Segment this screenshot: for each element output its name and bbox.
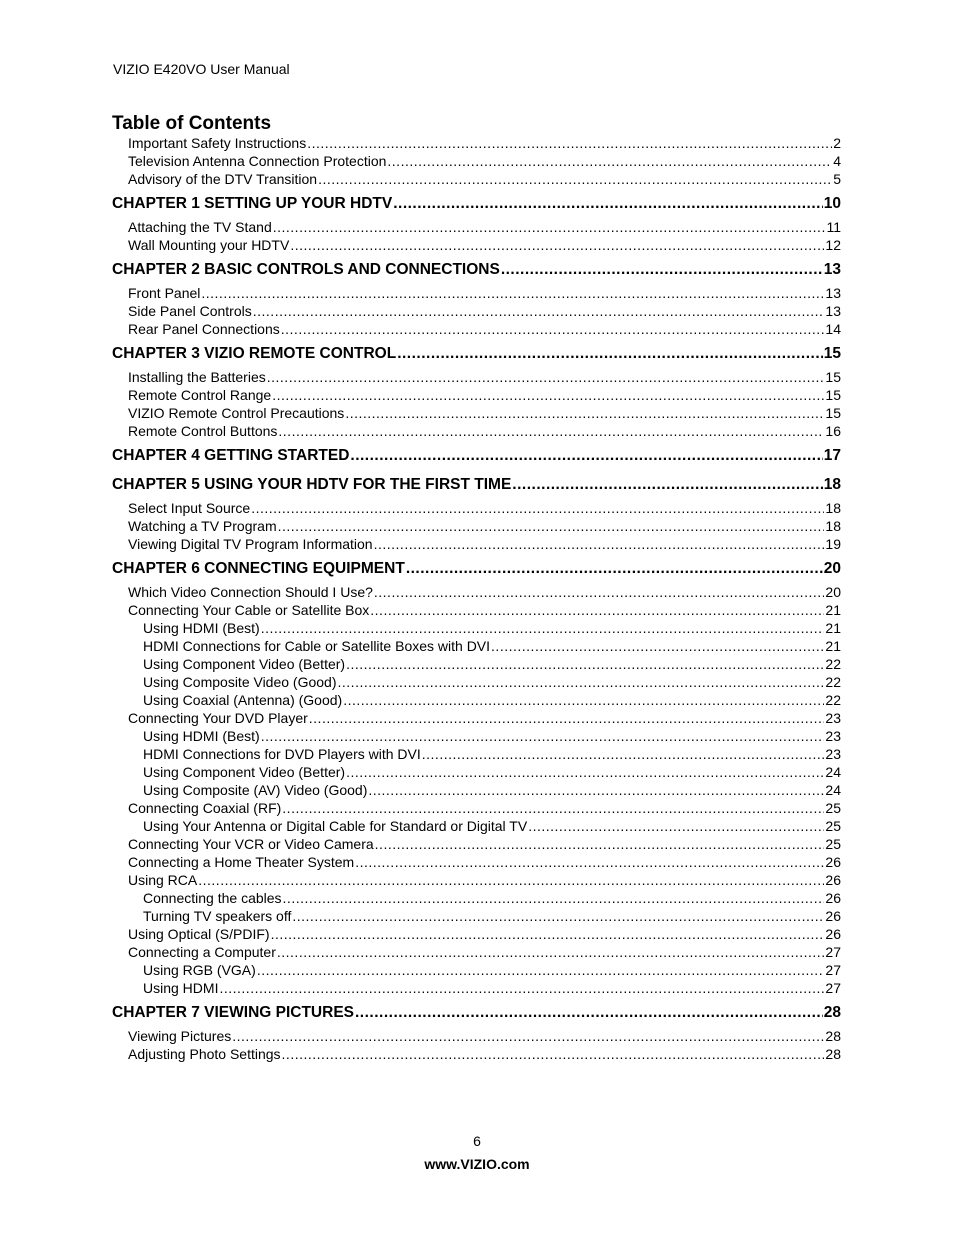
toc-entry-title: CHAPTER 6 CONNECTING EQUIPMENT bbox=[112, 560, 405, 577]
toc-entry-title: Using Coaxial (Antenna) (Good) bbox=[143, 692, 343, 708]
dot-leader bbox=[292, 907, 824, 925]
dot-leader bbox=[375, 835, 825, 853]
toc-entry-title: Connecting a Computer bbox=[128, 944, 276, 960]
toc-entry-page: 25 bbox=[825, 818, 841, 834]
toc-entry-title: Using Your Antenna or Digital Cable for Standard or Digital TV bbox=[143, 818, 528, 834]
dot-leader bbox=[350, 441, 822, 470]
dot-leader bbox=[501, 255, 823, 284]
toc-entry-page: 23 bbox=[825, 728, 841, 744]
toc-entry[interactable] bbox=[112, 637, 841, 655]
toc-entry-title: Installing the Batteries bbox=[128, 369, 266, 385]
toc-entry-title: Remote Control Buttons bbox=[128, 423, 278, 439]
toc-entry[interactable] bbox=[112, 1027, 841, 1045]
dot-leader bbox=[282, 1045, 825, 1063]
toc-entry-page: 21 bbox=[825, 638, 841, 654]
dot-leader bbox=[374, 535, 825, 553]
dot-leader bbox=[201, 284, 824, 302]
toc-entry[interactable] bbox=[112, 817, 841, 835]
toc-entry-page: 26 bbox=[825, 854, 841, 870]
toc-entry-page: 21 bbox=[825, 602, 841, 618]
toc-entry-title: Using Optical (S/PDIF) bbox=[128, 926, 270, 942]
dot-leader bbox=[346, 763, 824, 781]
dot-leader bbox=[374, 583, 825, 601]
toc-entry-title: Using HDMI bbox=[143, 980, 219, 996]
toc-entry-page: 12 bbox=[825, 237, 841, 253]
toc-entry[interactable] bbox=[112, 979, 841, 997]
toc-entry-title: Viewing Digital TV Program Information bbox=[128, 536, 373, 552]
toc-entry-page: 4 bbox=[833, 153, 841, 169]
toc-entry-title: Using HDMI (Best) bbox=[143, 728, 260, 744]
dot-leader bbox=[261, 619, 825, 637]
toc-entry-page: 18 bbox=[825, 518, 841, 534]
toc-chapter-entry[interactable] bbox=[112, 339, 841, 368]
toc-entry-title: Using Composite Video (Good) bbox=[143, 674, 337, 690]
toc-entry[interactable] bbox=[112, 170, 841, 188]
toc-entry-title: Advisory of the DTV Transition bbox=[128, 171, 318, 187]
toc-entry-title: CHAPTER 4 GETTING STARTED bbox=[112, 447, 350, 464]
toc-entry[interactable] bbox=[112, 1045, 841, 1063]
dot-leader bbox=[251, 499, 824, 517]
toc-entry-title: Watching a TV Program bbox=[128, 518, 277, 534]
toc-entry-title: Connecting Your Cable or Satellite Box bbox=[128, 602, 370, 618]
toc-entry-page: 24 bbox=[825, 764, 841, 780]
dot-leader bbox=[393, 189, 823, 218]
table-of-contents bbox=[112, 134, 841, 1063]
toc-entry-page: 5 bbox=[833, 171, 841, 187]
toc-entry[interactable] bbox=[112, 853, 841, 871]
dot-leader bbox=[368, 781, 824, 799]
toc-entry[interactable] bbox=[112, 517, 841, 535]
dot-leader bbox=[309, 709, 825, 727]
toc-entry-title: CHAPTER 3 VIZIO REMOTE CONTROL bbox=[112, 345, 397, 362]
toc-entry[interactable] bbox=[112, 236, 841, 254]
dot-leader bbox=[278, 422, 824, 440]
toc-entry-title: Rear Panel Connections bbox=[128, 321, 280, 337]
toc-entry-page: 23 bbox=[825, 710, 841, 726]
dot-leader bbox=[253, 302, 825, 320]
toc-entry-title: HDMI Connections for DVD Players with DVI bbox=[143, 746, 421, 762]
toc-entry[interactable] bbox=[112, 727, 841, 745]
toc-entry-page: 20 bbox=[825, 584, 841, 600]
toc-entry-page: 15 bbox=[825, 387, 841, 403]
toc-entry-page: 13 bbox=[825, 303, 841, 319]
toc-entry-title: Adjusting Photo Settings bbox=[128, 1046, 281, 1062]
toc-entry-page: 14 bbox=[825, 321, 841, 337]
dot-leader bbox=[261, 727, 825, 745]
toc-entry-title: Connecting a Home Theater System bbox=[128, 854, 355, 870]
toc-entry-title: Connecting Your DVD Player bbox=[128, 710, 308, 726]
toc-entry-title: Turning TV speakers off bbox=[143, 908, 292, 924]
toc-chapter-entry[interactable] bbox=[112, 441, 841, 470]
toc-entry-page: 21 bbox=[825, 620, 841, 636]
toc-entry[interactable] bbox=[112, 583, 841, 601]
toc-entry-title: Which Video Connection Should I Use? bbox=[128, 584, 373, 600]
toc-entry-title: Front Panel bbox=[128, 285, 201, 301]
toc-entry-page: 16 bbox=[825, 423, 841, 439]
dot-leader bbox=[318, 170, 832, 188]
toc-entry-page: 19 bbox=[825, 536, 841, 552]
toc-entry-title: HDMI Connections for Cable or Satellite Boxes with DVI bbox=[143, 638, 491, 654]
dot-leader bbox=[277, 943, 825, 961]
dot-leader bbox=[406, 554, 823, 583]
toc-entry[interactable] bbox=[112, 781, 841, 799]
toc-entry[interactable] bbox=[112, 889, 841, 907]
toc-entry-title: Wall Mounting your HDTV bbox=[128, 237, 290, 253]
toc-entry[interactable] bbox=[112, 134, 841, 152]
toc-entry[interactable] bbox=[112, 799, 841, 817]
toc-entry[interactable] bbox=[112, 871, 841, 889]
dot-leader bbox=[370, 601, 824, 619]
toc-entry[interactable] bbox=[112, 218, 841, 236]
toc-entry-page: 18 bbox=[823, 476, 841, 493]
toc-entry-title: Select Input Source bbox=[128, 500, 251, 516]
toc-entry-title: Television Antenna Connection Protection bbox=[128, 153, 387, 169]
toc-entry[interactable] bbox=[112, 422, 841, 440]
toc-entry[interactable] bbox=[112, 709, 841, 727]
toc-entry-page: 10 bbox=[823, 195, 841, 212]
toc-entry[interactable] bbox=[112, 691, 841, 709]
toc-entry-page: 27 bbox=[825, 944, 841, 960]
footer-url: www.VIZIO.com bbox=[424, 1156, 530, 1172]
toc-entry-title: CHAPTER 1 SETTING UP YOUR HDTV bbox=[112, 195, 393, 212]
toc-entry[interactable] bbox=[112, 152, 841, 170]
dot-leader bbox=[422, 745, 825, 763]
toc-entry-page: 15 bbox=[823, 345, 841, 362]
toc-entry-title: Attaching the TV Stand bbox=[128, 219, 272, 235]
dot-leader bbox=[345, 404, 824, 422]
toc-entry[interactable] bbox=[112, 284, 841, 302]
dot-leader bbox=[307, 134, 832, 152]
toc-entry-page: 25 bbox=[825, 836, 841, 852]
toc-entry-page: 28 bbox=[825, 1046, 841, 1062]
toc-entry[interactable] bbox=[112, 368, 841, 386]
toc-entry-title: VIZIO Remote Control Precautions bbox=[128, 405, 345, 421]
toc-entry-title: Important Safety Instructions bbox=[128, 135, 307, 151]
toc-entry[interactable] bbox=[112, 925, 841, 943]
toc-entry-title: Using Component Video (Better) bbox=[143, 656, 346, 672]
toc-entry-title: Using Composite (AV) Video (Good) bbox=[143, 782, 368, 798]
toc-entry[interactable] bbox=[112, 302, 841, 320]
toc-entry[interactable] bbox=[112, 907, 841, 925]
dot-leader bbox=[198, 871, 824, 889]
dot-leader bbox=[346, 655, 824, 673]
toc-chapter-entry[interactable] bbox=[112, 554, 841, 583]
toc-entry-page: 17 bbox=[823, 447, 841, 464]
dot-leader bbox=[355, 998, 823, 1027]
dot-leader bbox=[271, 925, 825, 943]
toc-entry-page: 24 bbox=[825, 782, 841, 798]
toc-entry-title: Using HDMI (Best) bbox=[143, 620, 260, 636]
toc-entry-page: 28 bbox=[825, 1028, 841, 1044]
toc-entry-page: 28 bbox=[823, 1004, 841, 1021]
dot-leader bbox=[273, 218, 826, 236]
toc-entry-page: 26 bbox=[825, 890, 841, 906]
dot-leader bbox=[343, 691, 824, 709]
dot-leader bbox=[338, 673, 825, 691]
dot-leader bbox=[387, 152, 832, 170]
dot-leader bbox=[281, 320, 825, 338]
toc-entry-page: 23 bbox=[825, 746, 841, 762]
toc-entry-page: 13 bbox=[823, 261, 841, 278]
dot-leader bbox=[491, 637, 824, 655]
toc-entry-page: 26 bbox=[825, 908, 841, 924]
dot-leader bbox=[283, 889, 825, 907]
toc-entry-page: 25 bbox=[825, 800, 841, 816]
toc-entry[interactable] bbox=[112, 619, 841, 637]
toc-chapter-entry[interactable] bbox=[112, 189, 841, 218]
toc-entry-title: Side Panel Controls bbox=[128, 303, 252, 319]
dot-leader bbox=[232, 1027, 824, 1045]
toc-entry-page: 22 bbox=[825, 692, 841, 708]
toc-entry[interactable] bbox=[112, 745, 841, 763]
toc-entry[interactable] bbox=[112, 535, 841, 553]
dot-leader bbox=[278, 517, 825, 535]
toc-entry[interactable] bbox=[112, 835, 841, 853]
toc-chapter-entry[interactable] bbox=[112, 255, 841, 284]
toc-entry-page: 20 bbox=[823, 560, 841, 577]
dot-leader bbox=[397, 339, 823, 368]
toc-entry-title: Viewing Pictures bbox=[128, 1028, 232, 1044]
toc-entry[interactable] bbox=[112, 673, 841, 691]
toc-entry-page: 15 bbox=[825, 369, 841, 385]
toc-entry-title: CHAPTER 5 USING YOUR HDTV FOR THE FIRST TIME bbox=[112, 476, 512, 493]
toc-entry-title: Connecting the cables bbox=[143, 890, 282, 906]
toc-entry[interactable] bbox=[112, 655, 841, 673]
dot-leader bbox=[290, 236, 824, 254]
dot-leader bbox=[528, 817, 824, 835]
toc-entry-page: 18 bbox=[825, 500, 841, 516]
toc-entry-title: CHAPTER 2 BASIC CONTROLS AND CONNECTIONS bbox=[112, 261, 500, 278]
running-header: VIZIO E420VO User Manual bbox=[113, 61, 290, 77]
toc-entry-title: Connecting Your VCR or Video Camera bbox=[128, 836, 374, 852]
toc-entry-page: 11 bbox=[826, 219, 841, 235]
dot-leader bbox=[512, 470, 822, 499]
toc-entry-title: Using RCA bbox=[128, 872, 198, 888]
toc-entry-page: 27 bbox=[825, 962, 841, 978]
toc-entry[interactable] bbox=[112, 320, 841, 338]
toc-entry-page: 15 bbox=[825, 405, 841, 421]
toc-entry-page: 22 bbox=[825, 656, 841, 672]
toc-entry-title: Connecting Coaxial (RF) bbox=[128, 800, 282, 816]
dot-leader bbox=[282, 799, 824, 817]
toc-entry-title: Remote Control Range bbox=[128, 387, 272, 403]
toc-entry[interactable] bbox=[112, 601, 841, 619]
page-number: 6 bbox=[473, 1133, 481, 1149]
toc-entry-title: CHAPTER 7 VIEWING PICTURES bbox=[112, 1004, 354, 1021]
toc-chapter-entry[interactable] bbox=[112, 470, 841, 499]
toc-entry[interactable] bbox=[112, 961, 841, 979]
dot-leader bbox=[219, 979, 824, 997]
toc-entry-page: 26 bbox=[825, 872, 841, 888]
toc-entry[interactable] bbox=[112, 943, 841, 961]
toc-chapter-entry[interactable] bbox=[112, 998, 841, 1027]
toc-entry-title: Using Component Video (Better) bbox=[143, 764, 346, 780]
dot-leader bbox=[267, 368, 825, 386]
toc-entry-page: 22 bbox=[825, 674, 841, 690]
toc-entry[interactable] bbox=[112, 499, 841, 517]
toc-entry-page: 2 bbox=[833, 135, 841, 151]
toc-entry-page: 13 bbox=[825, 285, 841, 301]
toc-entry[interactable] bbox=[112, 763, 841, 781]
toc-entry-title: Using RGB (VGA) bbox=[143, 962, 256, 978]
toc-heading: Table of Contents bbox=[112, 113, 272, 134]
dot-leader bbox=[272, 386, 824, 404]
toc-entry-page: 27 bbox=[825, 980, 841, 996]
toc-entry[interactable] bbox=[112, 404, 841, 422]
toc-entry[interactable] bbox=[112, 386, 841, 404]
toc-entry-page: 26 bbox=[825, 926, 841, 942]
dot-leader bbox=[257, 961, 825, 979]
dot-leader bbox=[355, 853, 824, 871]
